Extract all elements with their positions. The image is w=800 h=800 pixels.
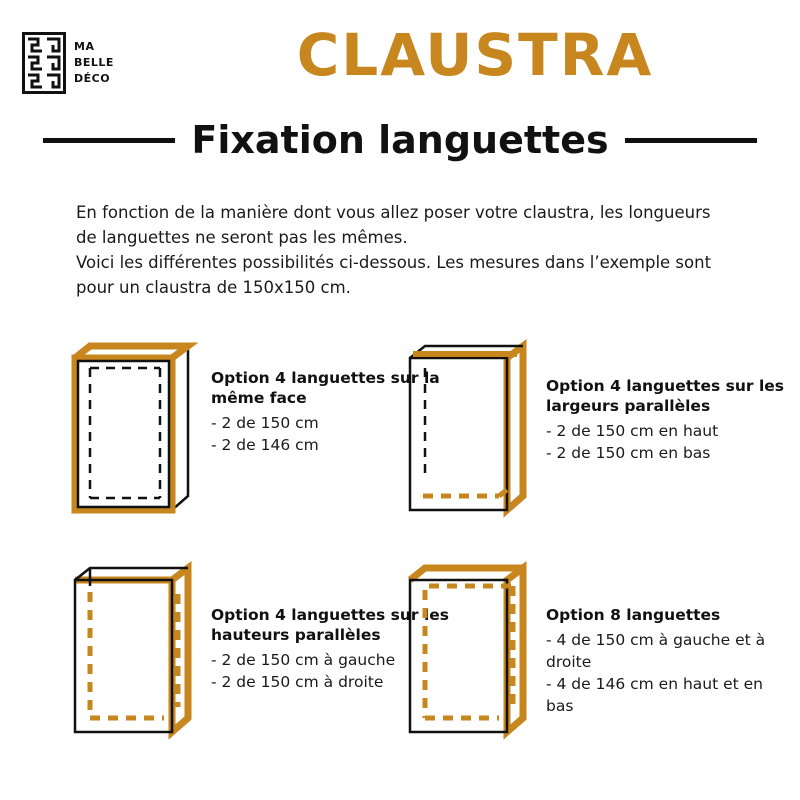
- option-4: [395, 550, 785, 745]
- brand-line-2: BELLE: [74, 56, 114, 69]
- option-1-line-1: - 2 de 150 cm: [211, 414, 319, 432]
- rule-left: [43, 138, 175, 143]
- claustra-tabs-eight-figure: [395, 550, 540, 745]
- intro-paragraph-2: Voici les différentes possibilités ci-dessous. Les mesures dans l’exemple sont pour un claustra de 150x150 cm.: [76, 253, 712, 297]
- page-title: CLAUSTRA: [296, 21, 654, 89]
- options-grid: [0, 320, 800, 760]
- claustra-tabs-same-face-figure: [60, 328, 205, 523]
- option-1: [60, 328, 450, 523]
- claustra-tabs-parallel-widths-figure: [395, 328, 540, 523]
- page-subtitle: Fixation languettes: [191, 118, 609, 162]
- intro-paragraph-1: En fonction de la manière dont vous allez poser votre claustra, les longueurs de languettes ne seront pas les mêmes.: [76, 203, 711, 247]
- option-2-heading: Option 4 languettes sur les largeurs parallèles: [546, 377, 785, 415]
- brand-wordmark: [74, 39, 114, 87]
- option-3-heading: Option 4 languettes sur les hauteurs parallèles: [211, 606, 450, 644]
- subtitle-row: [0, 112, 800, 168]
- option-3: [60, 550, 450, 745]
- option-1-line-2: - 2 de 146 cm: [211, 436, 319, 454]
- claustra-tabs-parallel-heights-figure: [60, 550, 205, 745]
- option-3-line-1: - 2 de 150 cm à gauche: [211, 651, 396, 669]
- option-2-text: [546, 328, 785, 464]
- option-2: [395, 328, 785, 523]
- maze-pattern-logo-icon: [22, 32, 66, 94]
- option-3-line-2: - 2 de 150 cm à droite: [211, 673, 384, 691]
- option-4-heading: Option 8 languettes: [546, 606, 721, 624]
- option-4-line-1: - 4 de 150 cm à gauche et à droite: [546, 631, 766, 671]
- brand-line-1: MA: [74, 40, 95, 53]
- option-4-text: [546, 550, 785, 717]
- intro-text: [76, 200, 736, 300]
- option-4-line-2: - 4 de 146 cm en haut et en bas: [546, 675, 764, 715]
- rule-right: [625, 138, 757, 143]
- option-1-heading: Option 4 languettes sur la même face: [211, 369, 440, 407]
- option-2-line-1: - 2 de 150 cm en haut: [546, 422, 719, 440]
- brand-logo: [22, 26, 142, 100]
- brand-line-3: DÉCO: [74, 72, 111, 85]
- option-2-line-2: - 2 de 150 cm en bas: [546, 444, 711, 462]
